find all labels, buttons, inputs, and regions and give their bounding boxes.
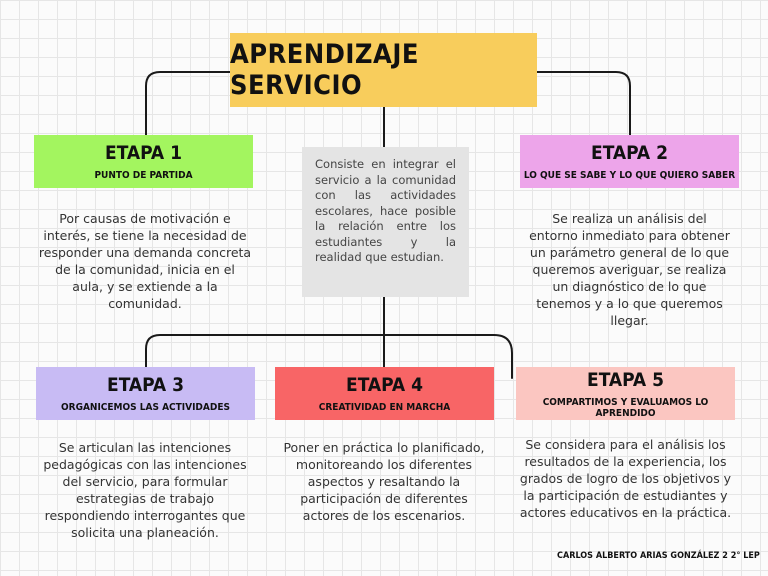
stage-5-description: Se considera para el análisis los resultados de la experiencia, los grados de logro de los objetivos y la participación de estudiantes y actores educativos en la práctica. [519,437,732,520]
stage-1-subtitle: PUNTO DE PARTIDA [94,170,193,181]
stage-4-name: ETAPA 4 [346,374,423,396]
stage-1-description: Por causas de motivación e interés, se tiene la necesidad de responder una demanda concreta de la comunidad, inicia en el aula, y se extiende a la comunidad. [38,211,252,311]
connector-branch-etapa3 [146,335,384,367]
stage-5-subtitle: COMPARTIMOS Y EVALUAMOS LO APRENDIDO [542,396,709,419]
stage-4-box [275,367,494,420]
stage-2-description: Se realiza un análisis del entorno inmediato para obtener un parámetro general de lo que queremos averiguar, se realiza un diagnóstico de lo que tenemos y a lo que queremos llegar. [529,211,730,328]
connector-title-etapa2 [537,72,630,135]
center-description: Consiste en integrar el servicio a la comunidad con las actividades escolares, hace posible la relación entre los estudiantes y la realidad que estudian. [302,147,469,297]
main-title: APRENDIZAJE SERVICIO [230,33,537,107]
connector-title-etapa1 [146,72,230,135]
stage-3-subtitle: ORGANICEMOS LAS ACTIVIDADES [61,402,230,413]
stage-3-box [36,367,255,420]
stage-4-description: Poner en práctica lo planificado, monitoreando los diferentes aspectos y resaltando la participación de diferentes actores de los escenarios. [283,440,485,523]
stage-5-box [516,367,735,420]
stage-2-name: ETAPA 2 [591,142,668,164]
author-credit: CARLOS ALBERTO ARIAS GONZÁLEZ 2 2° LEP [557,551,760,561]
stage-4-subtitle: CREATIVIDAD EN MARCHA [318,402,451,413]
stage-1-box [34,135,253,188]
stage-3-name: ETAPA 3 [107,374,184,396]
stage-2-subtitle: LO QUE SE SABE Y LO QUE QUIERO SABER [523,170,736,181]
stage-5-name: ETAPA 5 [587,368,664,391]
stage-1-name: ETAPA 1 [105,142,182,164]
stage-2-box [520,135,739,188]
stage-3-description: Se articulan las intenciones pedagógicas con las intenciones del servicio, para formular estrategias de trabajo respondiendo interrogantes que solicita una planeación. [43,440,247,540]
